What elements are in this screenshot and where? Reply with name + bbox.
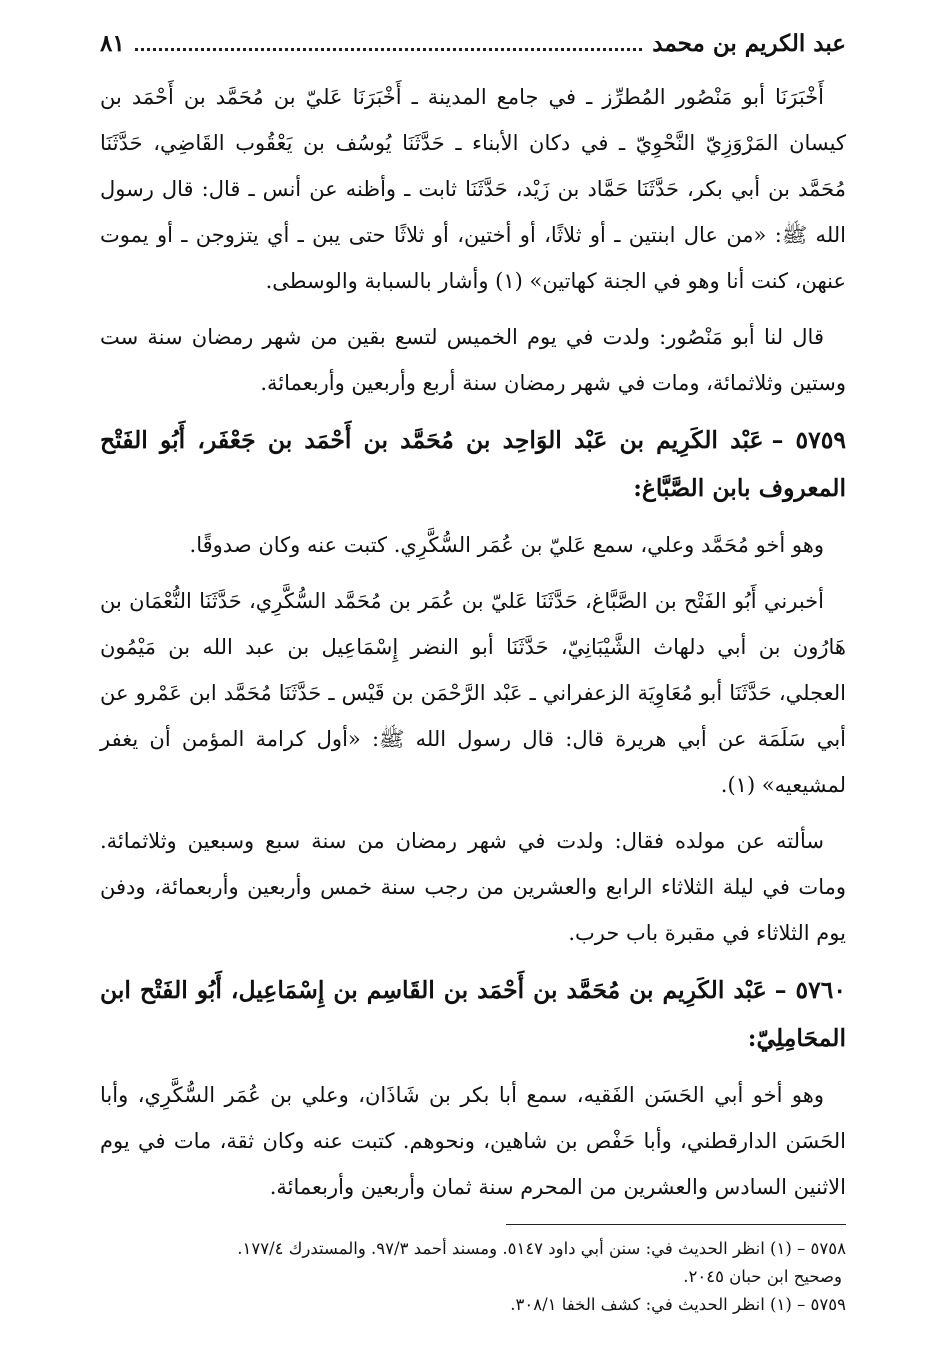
footnote: وصحيح ابن حبان ٢٠٤٥. <box>683 1267 842 1286</box>
paragraph: أخبرني أَبُو الفَتْح بن الصَّبَّاغ، حَدَّثَنَا عَليّ بن عُمَر بن مُحَمَّد السُّكَّرِي، حَدَّثَنَا النُّعْمَان بن هَارُون بن أبي دلهاث الشَّيْبَانِيّ، حَدَّثَنَا أبو النضر إِسْمَاعِيل بن عبد الله بن مَيْمُون العجلي، حَدَّثَنَا أبو مُعَاوِيَة الزعفراني ـ عَبْد الرَّحْمَن بن قَيْس ـ حَدَّثَنَا مُحَمَّد ابن عَمْرو عن أبي سَلَمَة عن أبي هريرة قال: قال رسول الله ﷺ: «أول كرامة المؤمن أن يغفر لمشيعيه» (١). <box>100 589 846 797</box>
paragraph: وهو أخو أبي الحَسَن الفَقيه، سمع أبا بكر بن شَاذَان، وعلي بن عُمَر السُّكَّرِي، وأبا الحَسَن الدارقطني، وأبا حَفْص بن شاهين، ونحوهم. كتبت عنه وكان ثقة، مات في يوم الاثنين السادس والعشرين من المحرم سنة ثمان وأربعين وأربعمائة. <box>100 1083 846 1199</box>
running-head <box>100 30 846 74</box>
entry-heading-5760 <box>100 966 846 1062</box>
entry-number: ٥٧٥٩ – <box>771 426 846 454</box>
footnote: ٥٧٥٨ – (١) انظر الحديث في: سنن أبي داود ٥١٤٧. ومسند أحمد ٩٧/٣. والمستدرك ١٧٧/٤. <box>237 1239 846 1258</box>
paragraph: قال لنا أبو مَنْصُور: ولدت في يوم الخميس لتسع بقين من شهر رمضان سنة ست وستين وثلاثمائة، ومات في شهر رمضان سنة أربع وأربعين وأربعمائة. <box>100 325 846 395</box>
entry-number: ٥٧٦٠ – <box>774 976 846 1004</box>
page-number: ٨١ <box>100 30 125 57</box>
footnote-divider <box>506 1224 846 1225</box>
paragraph: وهو أخو مُحَمَّد وعلي، سمع عَليّ بن عُمَر السُّكَّرِي. كتبت عنه وكان صدوقًا. <box>189 533 824 557</box>
entry-heading-5759 <box>100 416 846 512</box>
leader-dots <box>135 48 643 51</box>
running-head-title: عبد الكريم بن محمد <box>652 30 846 57</box>
paragraph: سألته عن مولده فقال: ولدت في شهر رمضان من سنة سبع وسبعين وثلاثمائة. ومات في ليلة الثلاثاء الرابع والعشرين من رجب سنة خمس وأربعين وأربعمائة، ودفن يوم الثلاثاء في مقبرة باب حرب. <box>100 829 846 945</box>
entry-title: عَبْد الكَرِيم بن مُحَمَّد بن أَحْمَد بن القَاسِم بن إِسْمَاعِيل، أَبُو الفَتْح ابن المحَامِلِيّ: <box>100 976 846 1052</box>
paragraph: أَخْبَرَنَا أبو مَنْصُور المُطرِّز ـ في جامع المدينة ـ أَخْبَرَنَا عَليّ بن مُحَمَّد بن أَحْمَد بن كيسان المَرْوَزِيّ النَّحْوِيّ ـ في دكان الأبناء ـ حَدَّثَنَا يُوسُف بن يَعْقُوب القَاضِي، حَدَّثَنَا مُحَمَّد بن أبي بكر، حَدَّثَنَا حَمَّاد بن زَيْد، حَدَّثَنَا ثابت ـ وأظنه عن أنس ـ قال: قال رسول الله ﷺ: «من عال ابنتين ـ أو ثلاثًا، أو أختين، أو ثلاثًا حتى يبن ـ أي يتزوجن ـ أو يموت عنهن، كنت أنا وهو في الجنة كهاتين» (١) وأشار بالسبابة والوسطى. <box>100 85 846 293</box>
entry-title: عَبْد الكَرِيم بن عَبْد الوَاحِد بن مُحَمَّد بن أَحْمَد بن جَعْفَر، أَبُو الفَتْح المعروف بابن الصَّبَّاغ: <box>100 426 846 502</box>
footnote: ٥٧٥٩ – (١) انظر الحديث في: كشف الخفا ٣٠٨/١. <box>510 1295 846 1314</box>
